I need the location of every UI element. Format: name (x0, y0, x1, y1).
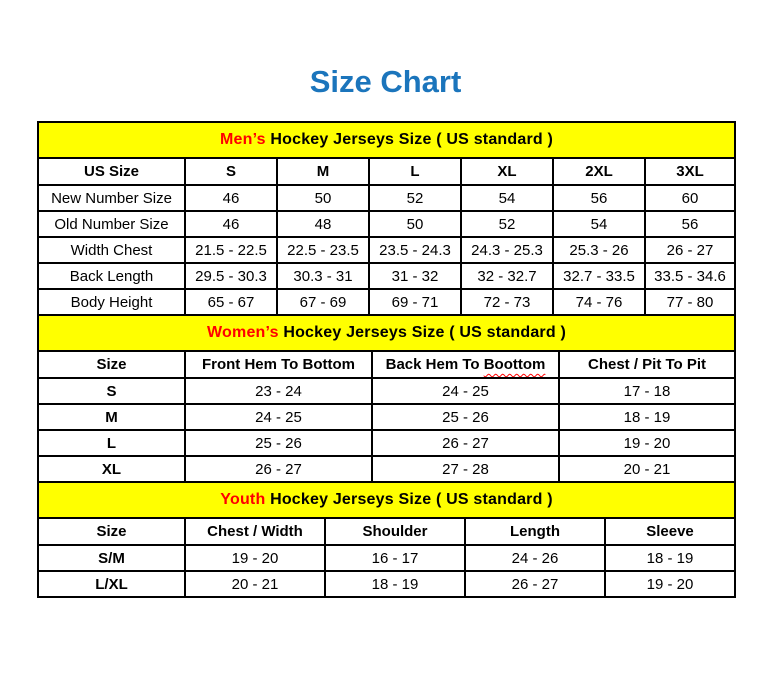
mens-data-cell: 52 (461, 211, 553, 237)
youth-column-header: Length (465, 518, 605, 545)
mens-column-header: S (185, 158, 277, 185)
mens-table-row (38, 289, 735, 315)
mens-row-label: Old Number Size (38, 211, 185, 237)
youth-table-row (38, 545, 735, 571)
youth-data-cell: 24 - 26 (465, 545, 605, 571)
womens-data-cell: 25 - 26 (372, 404, 559, 430)
mens-row-label: Back Length (38, 263, 185, 289)
youth-data-cell: 16 - 17 (325, 545, 465, 571)
mens-data-cell: 31 - 32 (369, 263, 461, 289)
header-text: Back Hem To (385, 356, 484, 373)
womens-title-highlight: Women’s (207, 324, 279, 341)
womens-column-header: Size (38, 351, 185, 378)
womens-table-row (38, 404, 735, 430)
womens-section-title (38, 315, 735, 351)
mens-data-cell: 46 (185, 185, 277, 211)
womens-data-cell: 23 - 24 (185, 378, 372, 404)
misspelled-word-squiggle: Boottom (483, 356, 546, 373)
youth-data-cell: 18 - 19 (325, 571, 465, 597)
womens-table-row (38, 456, 735, 482)
youth-column-header: Chest / Width (185, 518, 325, 545)
youth-band-row (38, 482, 735, 518)
womens-column-header: Front Hem To Bottom (185, 351, 372, 378)
womens-data-cell: 24 - 25 (185, 404, 372, 430)
youth-column-header: Shoulder (325, 518, 465, 545)
mens-data-cell: 65 - 67 (185, 289, 277, 315)
womens-data-cell: 27 - 28 (372, 456, 559, 482)
youth-title-text: Hockey Jerseys Size ( US standard ) (265, 491, 553, 508)
youth-data-cell: 19 - 20 (185, 545, 325, 571)
youth-size-table (37, 481, 736, 598)
mens-data-cell: 26 - 27 (645, 237, 735, 263)
mens-data-cell: 77 - 80 (645, 289, 735, 315)
mens-data-cell: 50 (277, 185, 369, 211)
youth-title-highlight: Youth (220, 491, 266, 508)
mens-data-cell: 29.5 - 30.3 (185, 263, 277, 289)
mens-data-cell: 32 - 32.7 (461, 263, 553, 289)
mens-row-label: Body Height (38, 289, 185, 315)
mens-row-label: Width Chest (38, 237, 185, 263)
mens-table-row (38, 237, 735, 263)
mens-header-row (38, 158, 735, 185)
mens-column-header: M (277, 158, 369, 185)
mens-band-row (38, 122, 735, 158)
mens-data-cell: 69 - 71 (369, 289, 461, 315)
womens-band-row (38, 315, 735, 351)
mens-data-cell: 56 (553, 185, 645, 211)
mens-data-cell: 24.3 - 25.3 (461, 237, 553, 263)
womens-row-label: L (38, 430, 185, 456)
womens-data-cell: 24 - 25 (372, 378, 559, 404)
womens-row-label: XL (38, 456, 185, 482)
womens-data-cell: 26 - 27 (185, 456, 372, 482)
youth-data-cell: 26 - 27 (465, 571, 605, 597)
mens-data-cell: 74 - 76 (553, 289, 645, 315)
mens-column-header: US Size (38, 158, 185, 185)
mens-data-cell: 33.5 - 34.6 (645, 263, 735, 289)
youth-column-header: Size (38, 518, 185, 545)
mens-table-row (38, 263, 735, 289)
mens-data-cell: 67 - 69 (277, 289, 369, 315)
womens-table-row (38, 378, 735, 404)
youth-table-row (38, 571, 735, 597)
mens-data-cell: 22.5 - 23.5 (277, 237, 369, 263)
mens-data-cell: 52 (369, 185, 461, 211)
womens-data-cell: 26 - 27 (372, 430, 559, 456)
womens-data-cell: 19 - 20 (559, 430, 735, 456)
mens-table-row (38, 211, 735, 237)
youth-data-cell: 19 - 20 (605, 571, 735, 597)
womens-data-cell: 25 - 26 (185, 430, 372, 456)
womens-data-cell: 18 - 19 (559, 404, 735, 430)
mens-data-cell: 32.7 - 33.5 (553, 263, 645, 289)
page-title: Size Chart (309, 64, 462, 99)
womens-data-cell: 20 - 21 (559, 456, 735, 482)
mens-data-cell: 60 (645, 185, 735, 211)
mens-data-cell: 23.5 - 24.3 (369, 237, 461, 263)
mens-data-cell: 46 (185, 211, 277, 237)
womens-header-row (38, 351, 735, 378)
womens-column-header: Chest / Pit To Pit (559, 351, 735, 378)
mens-data-cell: 30.3 - 31 (277, 263, 369, 289)
mens-title-highlight: Men’s (219, 131, 266, 148)
mens-data-cell: 54 (553, 211, 645, 237)
mens-data-cell: 25.3 - 26 (553, 237, 645, 263)
mens-table-row (38, 185, 735, 211)
mens-column-header: XL (461, 158, 553, 185)
mens-data-cell: 54 (461, 185, 553, 211)
womens-row-label: S (38, 378, 185, 404)
mens-data-cell: 21.5 - 22.5 (185, 237, 277, 263)
womens-data-cell: 17 - 18 (559, 378, 735, 404)
mens-data-cell: 56 (645, 211, 735, 237)
mens-column-header: L (369, 158, 461, 185)
mens-data-cell: 50 (369, 211, 461, 237)
womens-table-row (38, 430, 735, 456)
youth-header-row (38, 518, 735, 545)
womens-column-header (372, 351, 559, 378)
youth-section-title (38, 482, 735, 518)
mens-title-text: Hockey Jerseys Size ( US standard ) (265, 131, 554, 148)
mens-size-table (37, 121, 736, 316)
mens-column-header: 2XL (553, 158, 645, 185)
mens-data-cell: 48 (277, 211, 369, 237)
womens-title-text: Hockey Jerseys Size ( US standard ) (278, 324, 566, 341)
mens-data-cell: 72 - 73 (461, 289, 553, 315)
size-tables-container (37, 121, 734, 598)
youth-data-cell: 20 - 21 (185, 571, 325, 597)
womens-size-table (37, 314, 736, 483)
youth-column-header: Sleeve (605, 518, 735, 545)
youth-row-label: L/XL (38, 571, 185, 597)
youth-row-label: S/M (38, 545, 185, 571)
youth-data-cell: 18 - 19 (605, 545, 735, 571)
mens-section-title (38, 122, 735, 158)
mens-row-label: New Number Size (38, 185, 185, 211)
womens-row-label: M (38, 404, 185, 430)
mens-column-header: 3XL (645, 158, 735, 185)
